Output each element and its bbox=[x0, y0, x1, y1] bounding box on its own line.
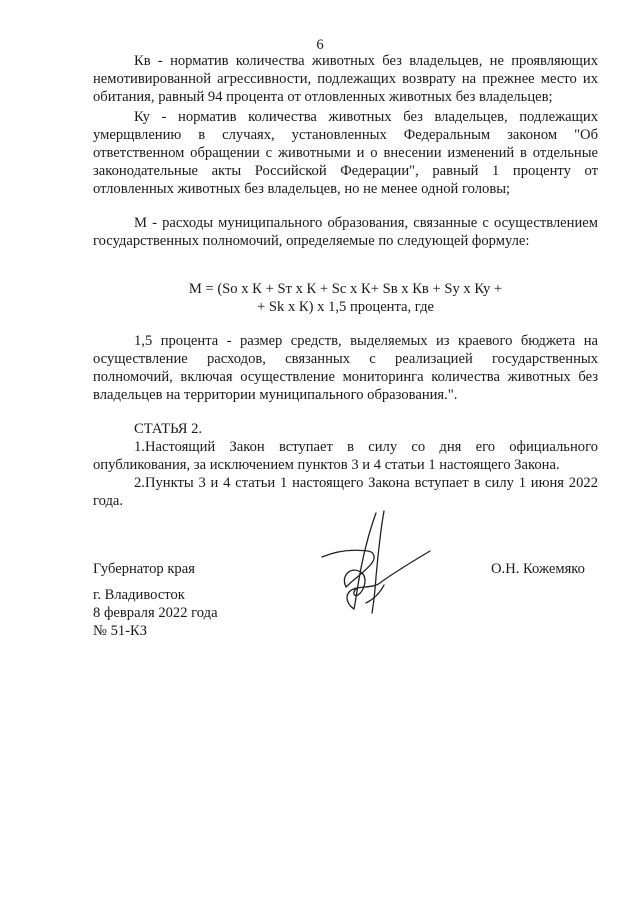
governor-name: О.Н. Кожемяко bbox=[491, 561, 585, 577]
page-number: 6 bbox=[316, 37, 324, 53]
formula-line-1: М = (So x К + Sт x К + Sc x К+ Sв x Кв + Sy x Ку + bbox=[188, 281, 503, 297]
handwritten-signature bbox=[318, 505, 438, 620]
governor-title: Губернатор края bbox=[93, 561, 195, 577]
paragraph-m: М - расходы муниципального образования, связанные с осуществлением государственных полномочий, определяемые по следующей формуле: bbox=[93, 215, 598, 249]
formula-line-2: + Sk x К) x 1,5 процента, где bbox=[257, 299, 434, 315]
paragraph-ku: Ку - норматив количества животных без владельцев, подлежащих умерщвлению в случаях, установленных Федеральным законом "Об ответственном обращении с животными и о внесении изменений в отдельные законодательные акты Российской Федерации", равный 1 проценту от отловленных животных без владельцев, но не менее одной головы; bbox=[93, 109, 598, 197]
paragraph-kv: Кв - норматив количества животных без владельцев, не проявляющих немотивированной агрессивности, подлежащих возврату на прежнее место их обитания, равный 94 процента от отловленных животных без владельцев; bbox=[93, 53, 598, 105]
law-number: № 51-КЗ bbox=[93, 623, 148, 639]
article-point-2: 2.Пункты 3 и 4 статьи 1 настоящего Закона вступает в силу 1 июня 2022 года. bbox=[93, 475, 598, 509]
article-point-1: 1.Настоящий Закон вступает в силу со дня его официального опубликования, за исключением пунктов 3 и 4 статьи 1 настоящего Закона. bbox=[93, 439, 598, 473]
city: г. Владивосток bbox=[93, 587, 185, 603]
paragraph-percent: 1,5 процента - размер средств, выделяемых из краевого бюджета на осуществление расходов, связанных с реализацией государственных полномочий, включая осуществление мониторинга количества животных без владельцев на территории муниципального образования.". bbox=[93, 333, 598, 403]
article-heading: СТАТЬЯ 2. bbox=[134, 421, 203, 437]
law-date: 8 февраля 2022 года bbox=[93, 605, 218, 621]
